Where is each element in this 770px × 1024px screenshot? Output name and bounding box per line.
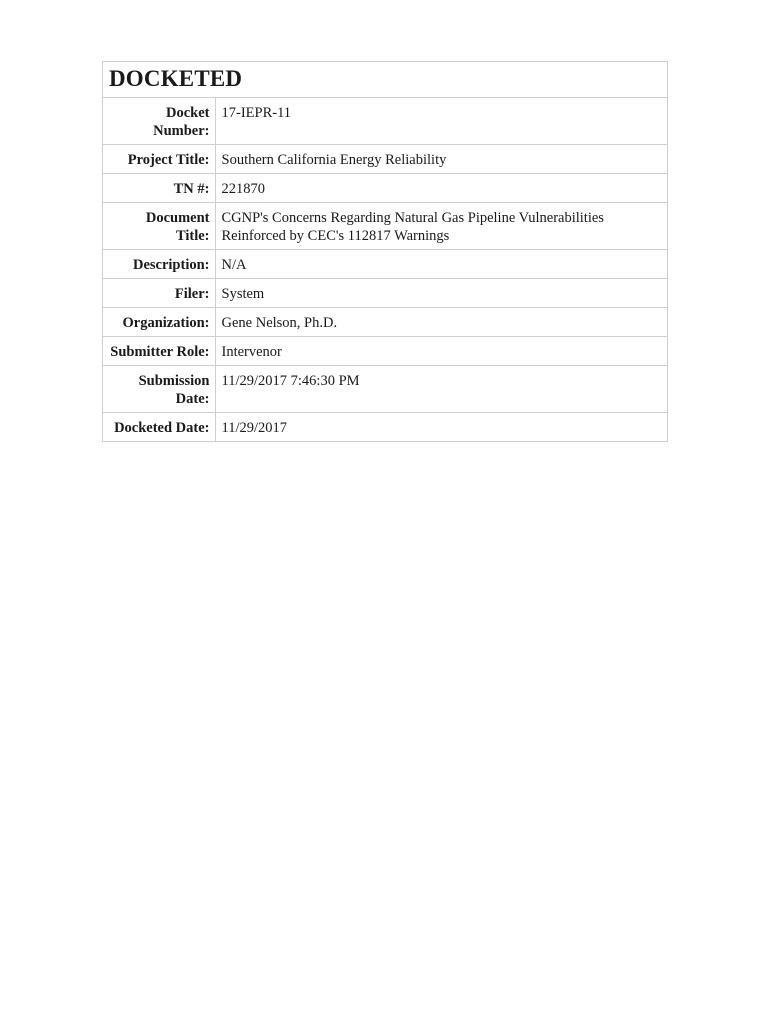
description-value: N/A [215,250,667,279]
docket-cover-box [102,61,668,442]
submission-date-label: Submission Date: [103,366,215,413]
submitter-role-label: Submitter Role: [103,337,215,366]
docketed-heading: DOCKETED [103,62,667,98]
filer-label: Filer: [103,279,215,308]
tn-number-label: TN #: [103,174,215,203]
docket-info-table [103,98,667,441]
document-title-value: CGNP's Concerns Regarding Natural Gas Pipeline Vulnerabilities Reinforced by CEC's 112817 Warnings [215,203,667,250]
row-description [103,250,667,279]
project-title-label: Project Title: [103,145,215,174]
project-title-value: Southern California Energy Reliability [215,145,667,174]
row-submission-date [103,366,667,413]
filer-value: System [215,279,667,308]
docketed-date-value: 11/29/2017 [215,413,667,442]
organization-value: Gene Nelson, Ph.D. [215,308,667,337]
description-label: Description: [103,250,215,279]
row-project-title [103,145,667,174]
submitter-role-value: Intervenor [215,337,667,366]
submission-date-value: 11/29/2017 7:46:30 PM [215,366,667,413]
organization-label: Organization: [103,308,215,337]
row-submitter-role [103,337,667,366]
docket-number-label: Docket Number: [103,98,215,145]
document-title-label: Document Title: [103,203,215,250]
row-tn-number [103,174,667,203]
row-filer [103,279,667,308]
row-organization [103,308,667,337]
tn-number-value: 221870 [215,174,667,203]
row-docketed-date [103,413,667,442]
docketed-date-label: Docketed Date: [103,413,215,442]
row-document-title [103,203,667,250]
row-docket-number [103,98,667,145]
docket-number-value: 17-IEPR-11 [221,105,292,121]
